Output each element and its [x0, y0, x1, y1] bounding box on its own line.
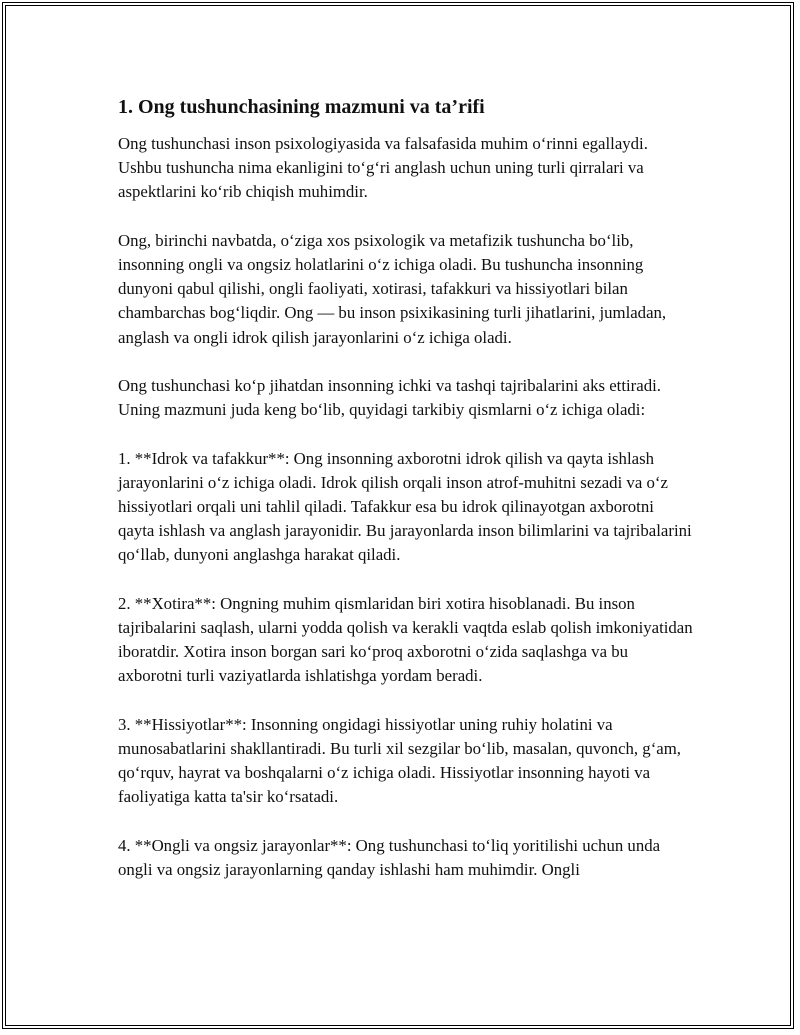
document-body	[118, 94, 693, 882]
paragraph-item-conscious: 4. **Ongli va ongsiz jarayonlar**: Ong tushunchasi to‘liq yoritilishi uchun unda ongli va ongsiz jarayonlarning qanday ishlashi ham muhimdir. Ongli	[118, 835, 661, 879]
paragraph-definition: Ong, birinchi navbatda, o‘ziga xos psixologik va metafizik tushuncha bo‘lib, insonning ongli va ongsiz holatlarini o‘z ichiga oladi. Bu tushuncha insonning dunyoni qabul qilishi, ongli faoliyati, xotirasi, tafakkuri va hissiyotlari bilan chambarchas bog‘liqdir. Ong — bu inson psixikasining turli jihatlarini, jumladan, anglash va ongli idrok qilish jarayonlarini o‘z ichiga oladi.	[118, 230, 667, 347]
paragraph-item-perception: 1. **Idrok va tafakkur**: Ong insonning axborotni idrok qilish va qayta ishlash jarayonlarini o‘z ichiga oladi. Idrok qilish orqali inson atrof-muhitni sezadi va o‘z hissiyotlari orqali uni tahlil qiladi. Tafakkur esa bu idrok qilinayotgan axborotni qayta ishlash va anglash jarayonidir. Bu jarayonlarda inson bilimlarini va tajribalarini qo‘llab, dunyoni anglashga harakat qiladi.	[118, 448, 692, 565]
paragraph-item-memory: 2. **Xotira**: Ongning muhim qismlaridan biri xotira hisoblanadi. Bu inson tajribalarini saqlash, ularni yodda qolish va kerakli vaqtda eslab qolish imkoniyatidan iboratdir. Xotira inson borgan sari ko‘proq axborotni o‘zida saqlashga va bu axborotni turli vaziyatlarda ishlatishga yordam beradi.	[118, 593, 693, 686]
paragraph-intro: Ong tushunchasi inson psixologiyasida va falsafasida muhim o‘rinni egallaydi. Ushbu tushuncha nima ekanligini to‘g‘ri anglash uchun uning turli qirralari va aspektlarini ko‘rib chiqish muhimdir.	[118, 134, 648, 202]
section-heading: 1. Ong tushunchasining mazmuni va ta’rifi	[118, 96, 485, 118]
paragraph-item-emotions: 3. **Hissiyotlar**: Insonning ongidagi hissiyotlar uning ruhiy holatini va munosabatlarini shakllantiradi. Bu turli xil sezgilar bo‘lib, masalan, quvonch, g‘am, qo‘rquv, hayrat va boshqalarni o‘z ichiga oladi. Hissiyotlar insonning hayoti va faoliyatiga katta ta'sir ko‘rsatadi.	[118, 714, 681, 807]
paragraph-components: Ong tushunchasi ko‘p jihatdan insonning ichki va tashqi tajribalarini aks ettiradi. Uning mazmuni juda keng bo‘lib, quyidagi tarkibiy qismlarni o‘z ichiga oladi:	[118, 376, 661, 420]
